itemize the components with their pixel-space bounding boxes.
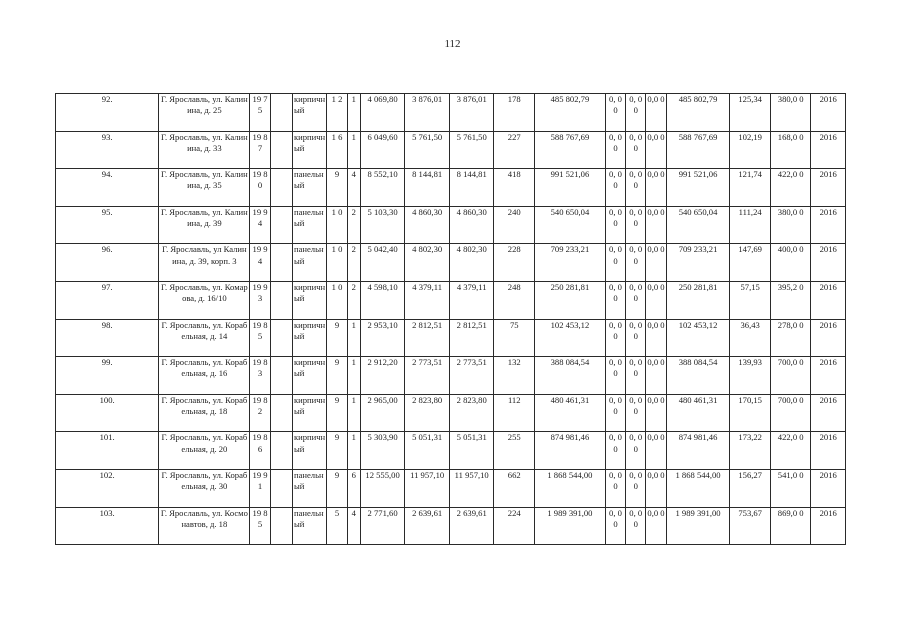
- table-row: [56, 281, 846, 319]
- cell-total: 1 868 544,00: [534, 469, 605, 507]
- cell-area1: 2 912,20: [360, 357, 405, 395]
- cell-year-plan: 2016: [811, 394, 846, 432]
- cell-cost-a: 147,69: [730, 244, 771, 282]
- cell-area3: 5 051,31: [449, 432, 494, 470]
- cell-sum: 1 989 391,00: [666, 507, 730, 545]
- cell-year: 19 85: [250, 507, 270, 545]
- cell-area3: 5 761,50: [449, 131, 494, 169]
- cell-area2: 2 639,61: [405, 507, 450, 545]
- cell-address: Г. Ярославль, ул. Космонавтов, д. 18: [159, 507, 250, 545]
- cell-z3: 0,0 0: [646, 244, 666, 282]
- page-number: 112: [444, 38, 461, 50]
- cell-sum: 102 453,12: [666, 319, 730, 357]
- cell-entrances: 4: [347, 507, 360, 545]
- cell-area1: 2 953,10: [360, 319, 405, 357]
- cell-cost-b: 168,0 0: [770, 131, 811, 169]
- cell-area2: 4 802,30: [405, 244, 450, 282]
- cell-cost-b: 869,0 0: [770, 507, 811, 545]
- cell-residents: 248: [494, 281, 535, 319]
- cell-area2: 5 761,50: [405, 131, 450, 169]
- cell-material: панельн ый: [292, 169, 326, 207]
- cell-material: кирпичн ый: [292, 131, 326, 169]
- cell-z1: 0, 0 0: [605, 169, 625, 207]
- cell-z3: 0,0 0: [646, 394, 666, 432]
- cell-z1: 0, 0 0: [605, 507, 625, 545]
- cell-z3: 0,0 0: [646, 131, 666, 169]
- cell-year-plan: 2016: [811, 169, 846, 207]
- cell-floors: 9: [327, 357, 347, 395]
- cell-area2: 4 379,11: [405, 281, 450, 319]
- cell-cost-b: 400,0 0: [770, 244, 811, 282]
- cell-cost-a: 170,15: [730, 394, 771, 432]
- cell-cost-b: 700,0 0: [770, 357, 811, 395]
- cell-cost-a: 102,19: [730, 131, 771, 169]
- cell-sum: 540 650,04: [666, 206, 730, 244]
- cell-cost-a: 753,67: [730, 507, 771, 545]
- cell-sum: 874 981,46: [666, 432, 730, 470]
- cell-cost-b: 700,0 0: [770, 394, 811, 432]
- cell-cost-b: 380,0 0: [770, 94, 811, 132]
- cell-year-plan: 2016: [811, 432, 846, 470]
- cell-total: 480 461,31: [534, 394, 605, 432]
- cell-year: 19 82: [250, 394, 270, 432]
- cell-material: кирпичн ый: [292, 394, 326, 432]
- cell-address: Г. Ярославль, ул Калинина, д. 39, корп. 3: [159, 244, 250, 282]
- cell-num: 102.: [56, 469, 159, 507]
- cell-num: 93.: [56, 131, 159, 169]
- cell-z2: 0, 0 0: [626, 432, 646, 470]
- cell-z3: 0,0 0: [646, 206, 666, 244]
- cell-year: 19 75: [250, 94, 270, 132]
- cell-area2: 2 812,51: [405, 319, 450, 357]
- cell-residents: 228: [494, 244, 535, 282]
- cell-cost-b: 422,0 0: [770, 432, 811, 470]
- cell-num: 96.: [56, 244, 159, 282]
- cell-material: панельн ый: [292, 507, 326, 545]
- empty-cell: [270, 357, 292, 395]
- cell-residents: 132: [494, 357, 535, 395]
- cell-year: 19 85: [250, 319, 270, 357]
- cell-residents: 227: [494, 131, 535, 169]
- cell-year-plan: 2016: [811, 281, 846, 319]
- cell-area3: 4 860,30: [449, 206, 494, 244]
- table-row: [56, 244, 846, 282]
- cell-sum: 485 802,79: [666, 94, 730, 132]
- cell-entrances: 1: [347, 131, 360, 169]
- empty-cell: [270, 469, 292, 507]
- empty-cell: [270, 169, 292, 207]
- table-row: [56, 432, 846, 470]
- cell-area3: 3 876,01: [449, 94, 494, 132]
- cell-year: 19 86: [250, 432, 270, 470]
- cell-area1: 5 303,90: [360, 432, 405, 470]
- table-row: [56, 357, 846, 395]
- cell-residents: 75: [494, 319, 535, 357]
- cell-total: 1 989 391,00: [534, 507, 605, 545]
- cell-area2: 3 876,01: [405, 94, 450, 132]
- cell-total: 102 453,12: [534, 319, 605, 357]
- cell-material: кирпичн ый: [292, 319, 326, 357]
- cell-area1: 5 042,40: [360, 244, 405, 282]
- cell-sum: 991 521,06: [666, 169, 730, 207]
- cell-area1: 4 069,80: [360, 94, 405, 132]
- cell-area3: 2 823,80: [449, 394, 494, 432]
- cell-year-plan: 2016: [811, 244, 846, 282]
- cell-z1: 0, 0 0: [605, 319, 625, 357]
- cell-cost-a: 173,22: [730, 432, 771, 470]
- cell-total: 485 802,79: [534, 94, 605, 132]
- cell-cost-b: 541,0 0: [770, 469, 811, 507]
- cell-cost-a: 111,24: [730, 206, 771, 244]
- cell-z2: 0, 0 0: [626, 469, 646, 507]
- cell-floors: 9: [327, 319, 347, 357]
- cell-area3: 11 957,10: [449, 469, 494, 507]
- cell-year: 19 83: [250, 357, 270, 395]
- cell-z1: 0, 0 0: [605, 394, 625, 432]
- cell-area2: 5 051,31: [405, 432, 450, 470]
- cell-residents: 240: [494, 206, 535, 244]
- cell-material: кирпичн ый: [292, 281, 326, 319]
- cell-floors: 9: [327, 169, 347, 207]
- cell-total: 540 650,04: [534, 206, 605, 244]
- cell-address: Г. Ярославль, ул. Корабельная, д. 16: [159, 357, 250, 395]
- housing-register-table: [55, 93, 846, 545]
- cell-address: Г. Ярославль, ул. Корабельная, д. 18: [159, 394, 250, 432]
- cell-area3: 2 773,51: [449, 357, 494, 395]
- cell-cost-b: 395,2 0: [770, 281, 811, 319]
- empty-cell: [270, 319, 292, 357]
- cell-z2: 0, 0 0: [626, 169, 646, 207]
- cell-address: Г. Ярославль, ул. Калинина, д. 33: [159, 131, 250, 169]
- cell-cost-a: 125,34: [730, 94, 771, 132]
- table-row: [56, 394, 846, 432]
- cell-entrances: 4: [347, 169, 360, 207]
- cell-num: 103.: [56, 507, 159, 545]
- cell-z2: 0, 0 0: [626, 281, 646, 319]
- cell-z1: 0, 0 0: [605, 131, 625, 169]
- cell-entrances: 1: [347, 319, 360, 357]
- cell-num: 99.: [56, 357, 159, 395]
- cell-residents: 178: [494, 94, 535, 132]
- table-row: [56, 206, 846, 244]
- cell-material: панельн ый: [292, 469, 326, 507]
- cell-year-plan: 2016: [811, 319, 846, 357]
- empty-cell: [270, 244, 292, 282]
- cell-area1: 12 555,00: [360, 469, 405, 507]
- cell-floors: 9: [327, 469, 347, 507]
- cell-entrances: 2: [347, 206, 360, 244]
- cell-sum: 388 084,54: [666, 357, 730, 395]
- cell-area2: 2 773,51: [405, 357, 450, 395]
- empty-cell: [270, 394, 292, 432]
- cell-year: 19 80: [250, 169, 270, 207]
- cell-material: панельн ый: [292, 206, 326, 244]
- cell-z3: 0,0 0: [646, 94, 666, 132]
- cell-z3: 0,0 0: [646, 319, 666, 357]
- cell-num: 100.: [56, 394, 159, 432]
- cell-cost-b: 278,0 0: [770, 319, 811, 357]
- cell-sum: 480 461,31: [666, 394, 730, 432]
- cell-residents: 224: [494, 507, 535, 545]
- cell-z1: 0, 0 0: [605, 432, 625, 470]
- cell-z3: 0,0 0: [646, 507, 666, 545]
- cell-z3: 0,0 0: [646, 357, 666, 395]
- table-row: [56, 319, 846, 357]
- cell-total: 588 767,69: [534, 131, 605, 169]
- cell-z1: 0, 0 0: [605, 244, 625, 282]
- cell-entrances: 2: [347, 281, 360, 319]
- cell-entrances: 6: [347, 469, 360, 507]
- cell-z2: 0, 0 0: [626, 206, 646, 244]
- cell-year-plan: 2016: [811, 357, 846, 395]
- cell-residents: 662: [494, 469, 535, 507]
- cell-total: 388 084,54: [534, 357, 605, 395]
- cell-address: Г. Ярославль, ул. Калинина, д. 39: [159, 206, 250, 244]
- cell-area2: 11 957,10: [405, 469, 450, 507]
- cell-area3: 8 144,81: [449, 169, 494, 207]
- cell-cost-b: 422,0 0: [770, 169, 811, 207]
- table-row: [56, 131, 846, 169]
- cell-area2: 8 144,81: [405, 169, 450, 207]
- cell-cost-a: 121,74: [730, 169, 771, 207]
- cell-year-plan: 2016: [811, 94, 846, 132]
- cell-area1: 2 771,60: [360, 507, 405, 545]
- cell-sum: 588 767,69: [666, 131, 730, 169]
- cell-material: кирпичн ый: [292, 94, 326, 132]
- cell-address: Г. Ярославль, ул. Калинина, д. 25: [159, 94, 250, 132]
- cell-total: 250 281,81: [534, 281, 605, 319]
- table-row: [56, 507, 846, 545]
- cell-area2: 2 823,80: [405, 394, 450, 432]
- cell-sum: 1 868 544,00: [666, 469, 730, 507]
- cell-entrances: 1: [347, 394, 360, 432]
- table-row: [56, 169, 846, 207]
- cell-residents: 255: [494, 432, 535, 470]
- cell-z1: 0, 0 0: [605, 281, 625, 319]
- cell-area3: 2 639,61: [449, 507, 494, 545]
- cell-material: кирпичн ый: [292, 432, 326, 470]
- cell-area1: 6 049,60: [360, 131, 405, 169]
- cell-year-plan: 2016: [811, 469, 846, 507]
- cell-residents: 418: [494, 169, 535, 207]
- cell-floors: 1 2: [327, 94, 347, 132]
- cell-year-plan: 2016: [811, 206, 846, 244]
- cell-address: Г. Ярославль, ул. Корабельная, д. 20: [159, 432, 250, 470]
- cell-address: Г. Ярославль, ул. Комарова, д. 16/10: [159, 281, 250, 319]
- cell-year: 19 94: [250, 244, 270, 282]
- table-row: [56, 469, 846, 507]
- cell-num: 95.: [56, 206, 159, 244]
- cell-area1: 5 103,30: [360, 206, 405, 244]
- cell-floors: 1 0: [327, 244, 347, 282]
- cell-z2: 0, 0 0: [626, 319, 646, 357]
- cell-entrances: 1: [347, 432, 360, 470]
- cell-cost-a: 36,43: [730, 319, 771, 357]
- cell-area3: 4 802,30: [449, 244, 494, 282]
- cell-num: 98.: [56, 319, 159, 357]
- cell-area3: 2 812,51: [449, 319, 494, 357]
- cell-z1: 0, 0 0: [605, 206, 625, 244]
- cell-z3: 0,0 0: [646, 432, 666, 470]
- cell-cost-b: 380,0 0: [770, 206, 811, 244]
- cell-year: 19 91: [250, 469, 270, 507]
- cell-floors: 9: [327, 432, 347, 470]
- cell-residents: 112: [494, 394, 535, 432]
- cell-area1: 8 552,10: [360, 169, 405, 207]
- cell-total: 874 981,46: [534, 432, 605, 470]
- cell-year: 19 93: [250, 281, 270, 319]
- cell-z2: 0, 0 0: [626, 507, 646, 545]
- empty-cell: [270, 94, 292, 132]
- cell-entrances: 1: [347, 357, 360, 395]
- cell-total: 709 233,21: [534, 244, 605, 282]
- cell-total: 991 521,06: [534, 169, 605, 207]
- cell-material: кирпичн ый: [292, 357, 326, 395]
- cell-year: 19 94: [250, 206, 270, 244]
- cell-area2: 4 860,30: [405, 206, 450, 244]
- cell-area1: 4 598,10: [360, 281, 405, 319]
- cell-z1: 0, 0 0: [605, 469, 625, 507]
- cell-cost-a: 139,93: [730, 357, 771, 395]
- cell-num: 92.: [56, 94, 159, 132]
- cell-floors: 9: [327, 394, 347, 432]
- empty-cell: [270, 131, 292, 169]
- cell-z2: 0, 0 0: [626, 244, 646, 282]
- cell-material: панельн ый: [292, 244, 326, 282]
- cell-z3: 0,0 0: [646, 281, 666, 319]
- empty-cell: [270, 281, 292, 319]
- cell-z2: 0, 0 0: [626, 357, 646, 395]
- empty-cell: [270, 507, 292, 545]
- cell-area1: 2 965,00: [360, 394, 405, 432]
- cell-address: Г. Ярославль, ул. Калинина, д. 35: [159, 169, 250, 207]
- cell-area3: 4 379,11: [449, 281, 494, 319]
- cell-z2: 0, 0 0: [626, 131, 646, 169]
- empty-cell: [270, 206, 292, 244]
- cell-floors: 1 6: [327, 131, 347, 169]
- cell-entrances: 1: [347, 94, 360, 132]
- cell-z1: 0, 0 0: [605, 357, 625, 395]
- cell-floors: 1 0: [327, 206, 347, 244]
- cell-z2: 0, 0 0: [626, 94, 646, 132]
- table-row: [56, 94, 846, 132]
- empty-cell: [270, 432, 292, 470]
- cell-entrances: 2: [347, 244, 360, 282]
- cell-sum: 250 281,81: [666, 281, 730, 319]
- cell-address: Г. Ярославль, ул. Корабельная, д. 14: [159, 319, 250, 357]
- cell-cost-a: 156,27: [730, 469, 771, 507]
- cell-z1: 0, 0 0: [605, 94, 625, 132]
- cell-floors: 1 0: [327, 281, 347, 319]
- cell-address: Г. Ярославль, ул. Корабельная, д. 30: [159, 469, 250, 507]
- cell-year-plan: 2016: [811, 507, 846, 545]
- cell-z3: 0,0 0: [646, 469, 666, 507]
- cell-num: 97.: [56, 281, 159, 319]
- cell-z2: 0, 0 0: [626, 394, 646, 432]
- cell-year-plan: 2016: [811, 131, 846, 169]
- cell-sum: 709 233,21: [666, 244, 730, 282]
- cell-floors: 5: [327, 507, 347, 545]
- cell-num: 101.: [56, 432, 159, 470]
- cell-num: 94.: [56, 169, 159, 207]
- cell-cost-a: 57,15: [730, 281, 771, 319]
- cell-z3: 0,0 0: [646, 169, 666, 207]
- cell-year: 19 87: [250, 131, 270, 169]
